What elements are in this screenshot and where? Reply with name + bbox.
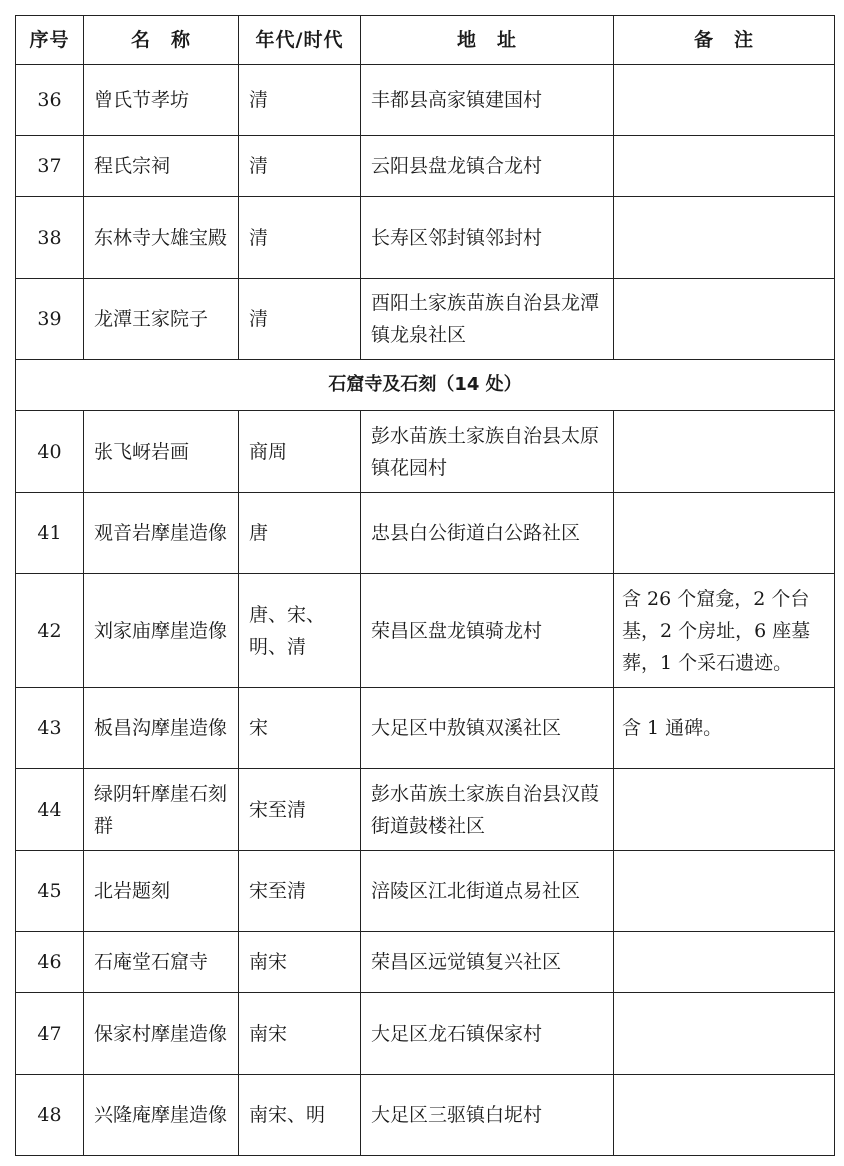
table-row: [16, 851, 835, 932]
row-address: 彭水苗族土家族自治县汉葭街道鼓楼社区: [361, 769, 614, 851]
row-address: 荣昌区盘龙镇骑龙村: [361, 574, 614, 688]
row-name: 刘家庙摩崖造像: [84, 574, 239, 688]
row-index: 36: [16, 65, 84, 136]
header-era: 年代/时代: [239, 16, 361, 65]
row-address: 大足区龙石镇保家村: [361, 993, 614, 1075]
table-row: [16, 197, 835, 279]
row-note: [614, 1075, 835, 1156]
row-era: 清: [239, 65, 361, 136]
row-name: 板昌沟摩崖造像: [84, 688, 239, 769]
header-address: 地 址: [361, 16, 614, 65]
row-note: [614, 769, 835, 851]
table-row: [16, 769, 835, 851]
row-name: 曾氏节孝坊: [84, 65, 239, 136]
row-note: [614, 197, 835, 279]
row-address: 丰都县高家镇建国村: [361, 65, 614, 136]
row-index: 44: [16, 769, 84, 851]
table-row: [16, 993, 835, 1075]
row-era: 宋: [239, 688, 361, 769]
row-era: 唐: [239, 493, 361, 574]
row-index: 38: [16, 197, 84, 279]
row-note: [614, 411, 835, 493]
row-address: 大足区中敖镇双溪社区: [361, 688, 614, 769]
row-address: 涪陵区江北街道点易社区: [361, 851, 614, 932]
section-row: [16, 360, 835, 411]
table-row: [16, 932, 835, 993]
row-era: 清: [239, 197, 361, 279]
table-row: [16, 493, 835, 574]
row-name: 保家村摩崖造像: [84, 993, 239, 1075]
row-era: 宋至清: [239, 851, 361, 932]
row-note: [614, 279, 835, 360]
row-era: 清: [239, 279, 361, 360]
row-address: 大足区三驱镇白坭村: [361, 1075, 614, 1156]
section-title: 石窟寺及石刻（14 处）: [16, 360, 835, 411]
row-note: [614, 493, 835, 574]
row-note: 含 1 通碑。: [614, 688, 835, 769]
header-note: 备 注: [614, 16, 835, 65]
heritage-table: [15, 15, 835, 1156]
row-address: 忠县白公街道白公路社区: [361, 493, 614, 574]
row-name: 张飞岈岩画: [84, 411, 239, 493]
row-index: 48: [16, 1075, 84, 1156]
row-note: 含 26 个窟龛，2 个台基，2 个房址，6 座墓葬，1 个采石遗迹。: [614, 574, 835, 688]
table-row: [16, 688, 835, 769]
row-address: 荣昌区远觉镇复兴社区: [361, 932, 614, 993]
table-row: [16, 411, 835, 493]
row-name: 石庵堂石窟寺: [84, 932, 239, 993]
row-name: 观音岩摩崖造像: [84, 493, 239, 574]
row-index: 45: [16, 851, 84, 932]
header-index: 序号: [16, 16, 84, 65]
row-index: 46: [16, 932, 84, 993]
row-address: 酉阳土家族苗族自治县龙潭镇龙泉社区: [361, 279, 614, 360]
table-row: [16, 136, 835, 197]
row-name: 北岩题刻: [84, 851, 239, 932]
row-address: 彭水苗族土家族自治县太原镇花园村: [361, 411, 614, 493]
row-note: [614, 993, 835, 1075]
row-note: [614, 932, 835, 993]
row-index: 47: [16, 993, 84, 1075]
row-era: 清: [239, 136, 361, 197]
table-row: [16, 279, 835, 360]
row-note: [614, 851, 835, 932]
header-name: 名 称: [84, 16, 239, 65]
row-era: 唐、宋、明、清: [239, 574, 361, 688]
row-index: 42: [16, 574, 84, 688]
row-era: 南宋、明: [239, 1075, 361, 1156]
row-address: 云阳县盘龙镇合龙村: [361, 136, 614, 197]
row-index: 43: [16, 688, 84, 769]
row-name: 兴隆庵摩崖造像: [84, 1075, 239, 1156]
table-header-row: [16, 16, 835, 65]
row-era: 宋至清: [239, 769, 361, 851]
row-address: 长寿区邻封镇邻封村: [361, 197, 614, 279]
row-name: 龙潭王家院子: [84, 279, 239, 360]
table-row: [16, 1075, 835, 1156]
row-note: [614, 65, 835, 136]
row-note: [614, 136, 835, 197]
row-index: 40: [16, 411, 84, 493]
row-era: 商周: [239, 411, 361, 493]
row-name: 东林寺大雄宝殿: [84, 197, 239, 279]
row-era: 南宋: [239, 932, 361, 993]
row-era: 南宋: [239, 993, 361, 1075]
row-name: 绿阴轩摩崖石刻群: [84, 769, 239, 851]
row-name: 程氏宗祠: [84, 136, 239, 197]
row-index: 39: [16, 279, 84, 360]
table-row: [16, 574, 835, 688]
row-index: 41: [16, 493, 84, 574]
table-row: [16, 65, 835, 136]
row-index: 37: [16, 136, 84, 197]
